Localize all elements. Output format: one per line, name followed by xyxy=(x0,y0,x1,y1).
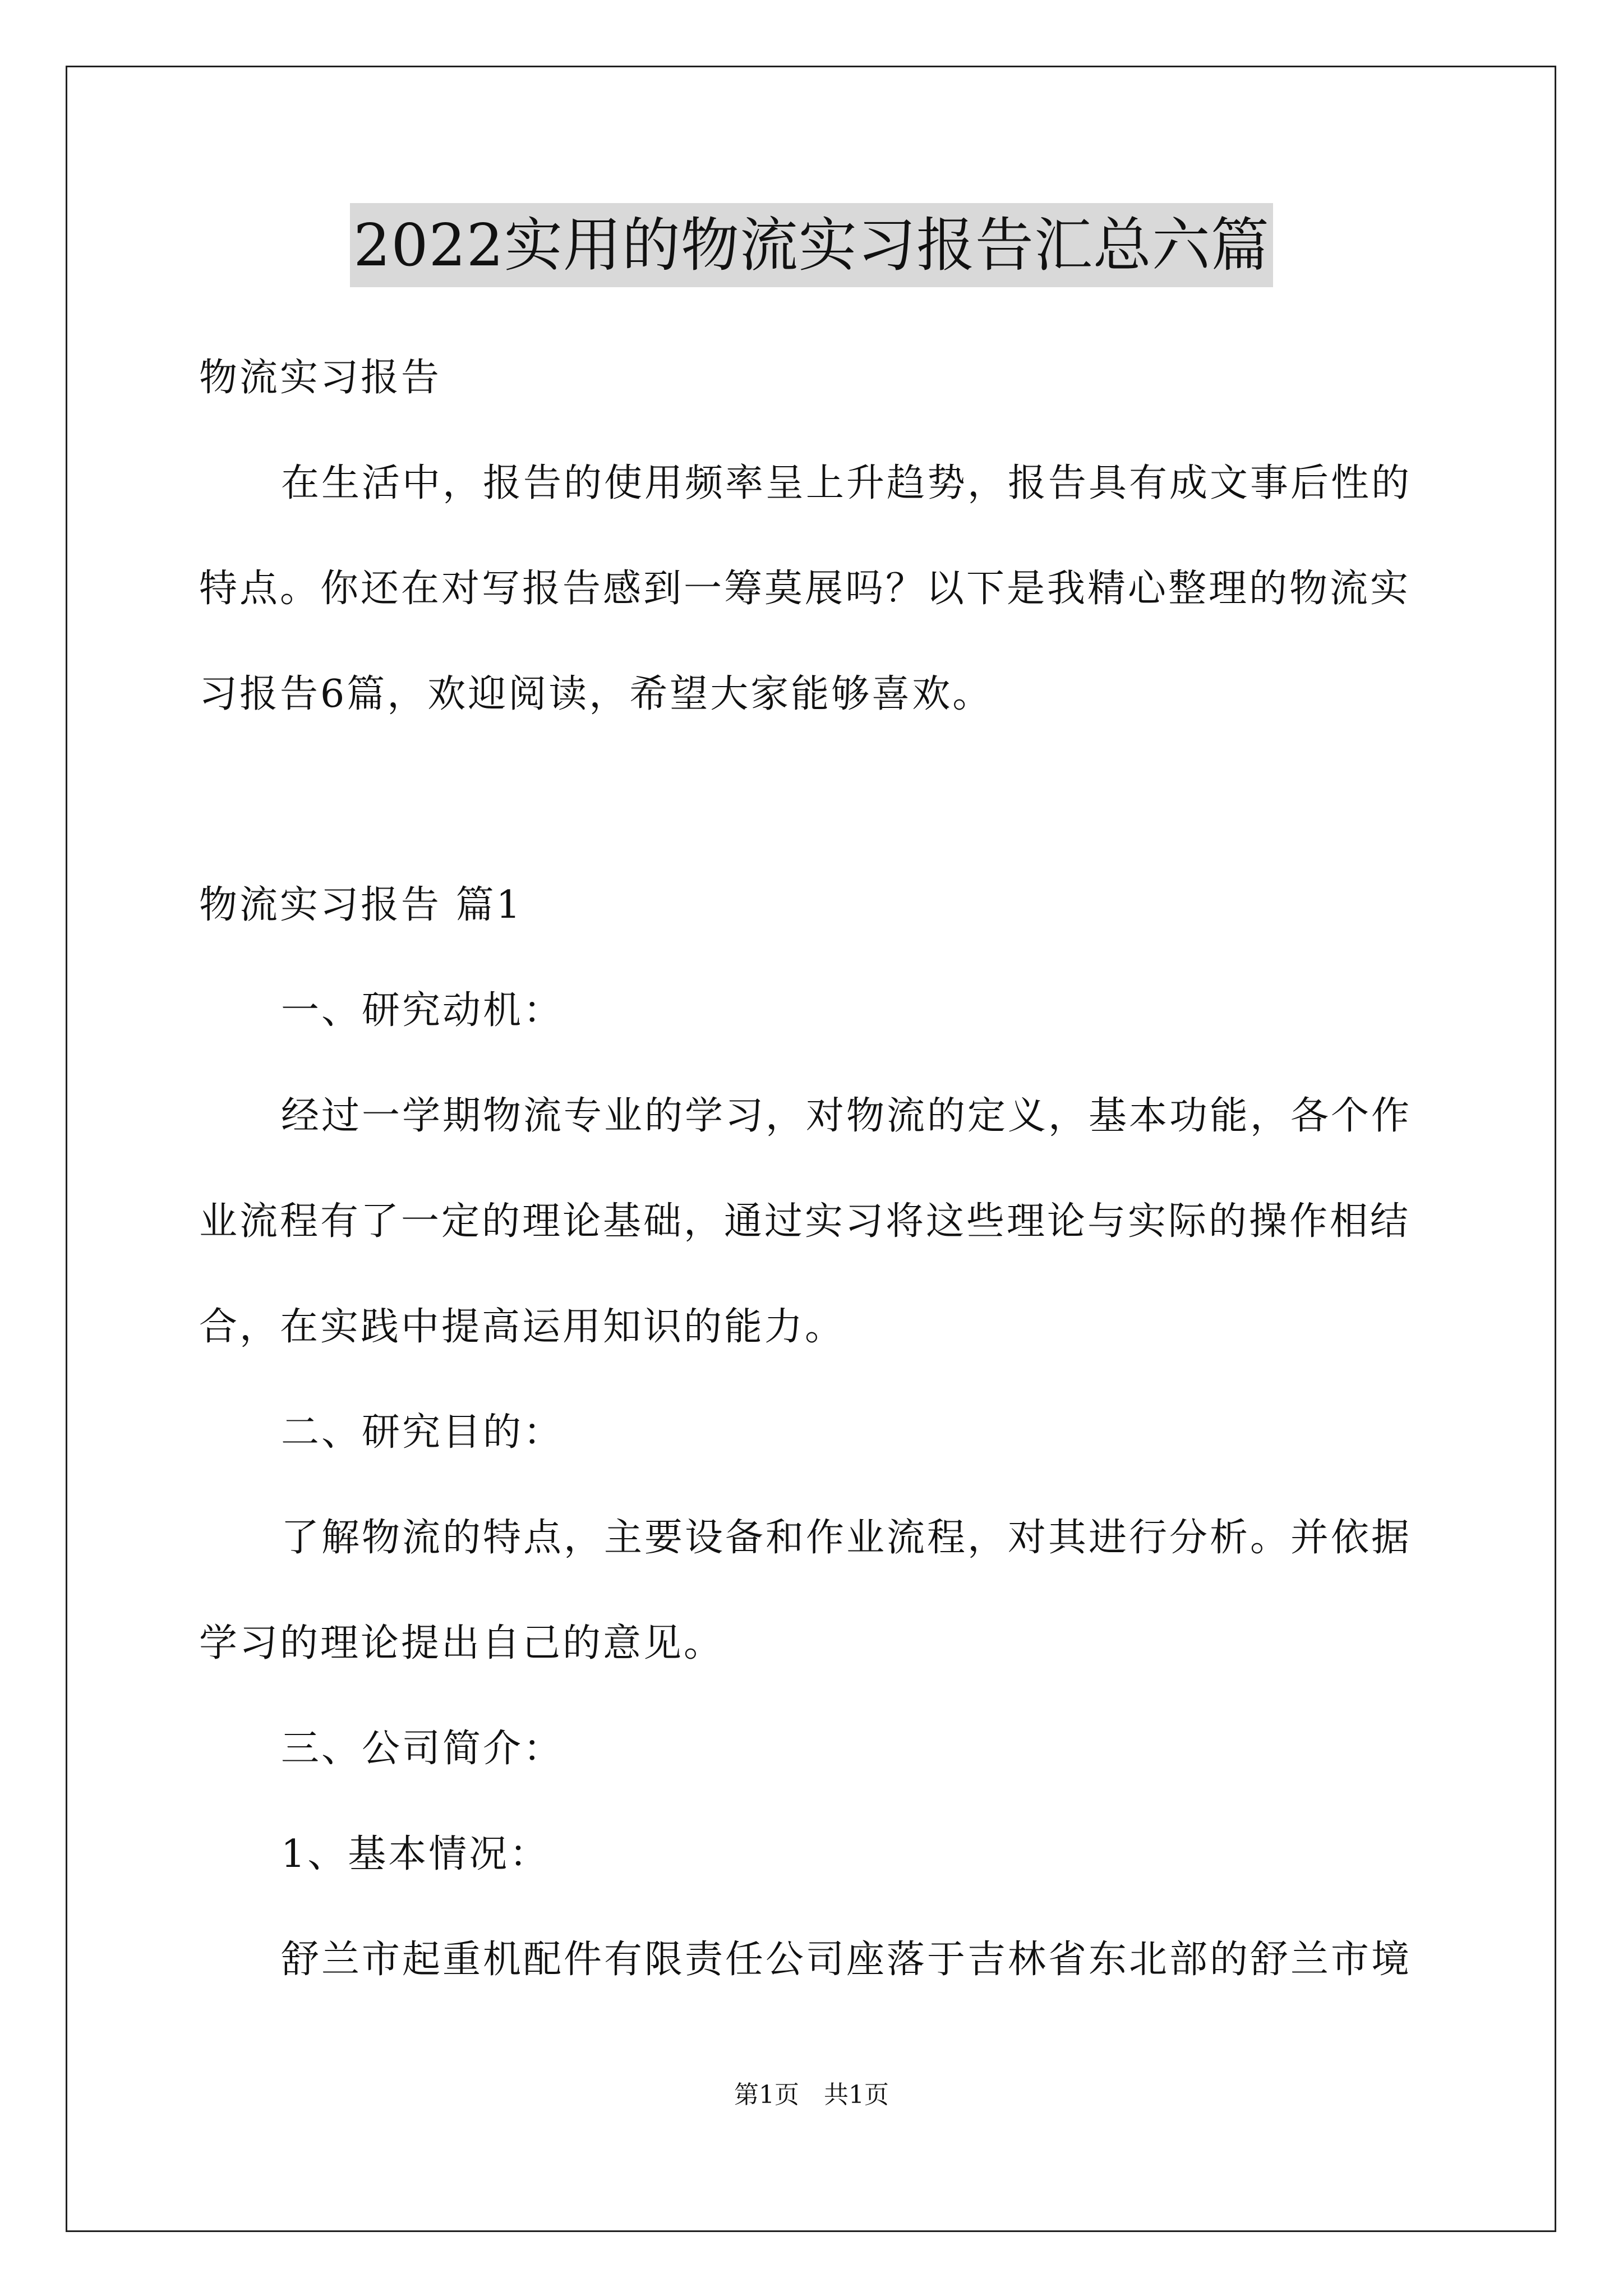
page-number: 第1页 xyxy=(734,2081,799,2109)
document-title: 2022实用的物流实习报告汇总六篇 xyxy=(350,203,1273,287)
paragraph-line: 合，在实践中提高运用知识的能力。 xyxy=(199,1305,846,1349)
subheading: 二、研究目的： xyxy=(281,1410,564,1455)
subheading: 一、研究动机： xyxy=(281,988,564,1033)
paragraph-line: 特点。你还在对写报告感到一筹莫展吗？以下是我精心整理的物流实 xyxy=(199,567,1411,611)
paragraph-line: 业流程有了一定的理论基础，通过实习将这些理论与实际的操作相结 xyxy=(199,1199,1411,1244)
paragraph-line: 在生活中，报告的使用频率呈上升趋势，报告具有成文事后性的 xyxy=(281,461,1412,505)
section-heading: 物流实习报告 篇1 xyxy=(199,883,523,927)
paragraph-line: 了解物流的特点，主要设备和作业流程，对其进行分析。并依据 xyxy=(281,1516,1412,1560)
document-title-wrap xyxy=(0,203,1623,287)
paragraph-line: 学习的理论提出自己的意见。 xyxy=(199,1621,725,1665)
page-footer xyxy=(0,2078,1623,2112)
page-total: 共1页 xyxy=(824,2081,889,2109)
paragraph-line: 舒兰市起重机配件有限责任公司座落于吉林省东北部的舒兰市境 xyxy=(281,1938,1412,1982)
paragraph-line: 经过一学期物流专业的学习，对物流的定义，基本功能，各个作 xyxy=(281,1094,1412,1138)
subheading: 1、基本情况： xyxy=(281,1832,550,1876)
subheading: 三、公司简介： xyxy=(281,1727,564,1771)
section-heading: 物流实习报告 xyxy=(199,356,442,400)
paragraph-line: 习报告6篇，欢迎阅读，希望大家能够喜欢。 xyxy=(199,672,993,716)
